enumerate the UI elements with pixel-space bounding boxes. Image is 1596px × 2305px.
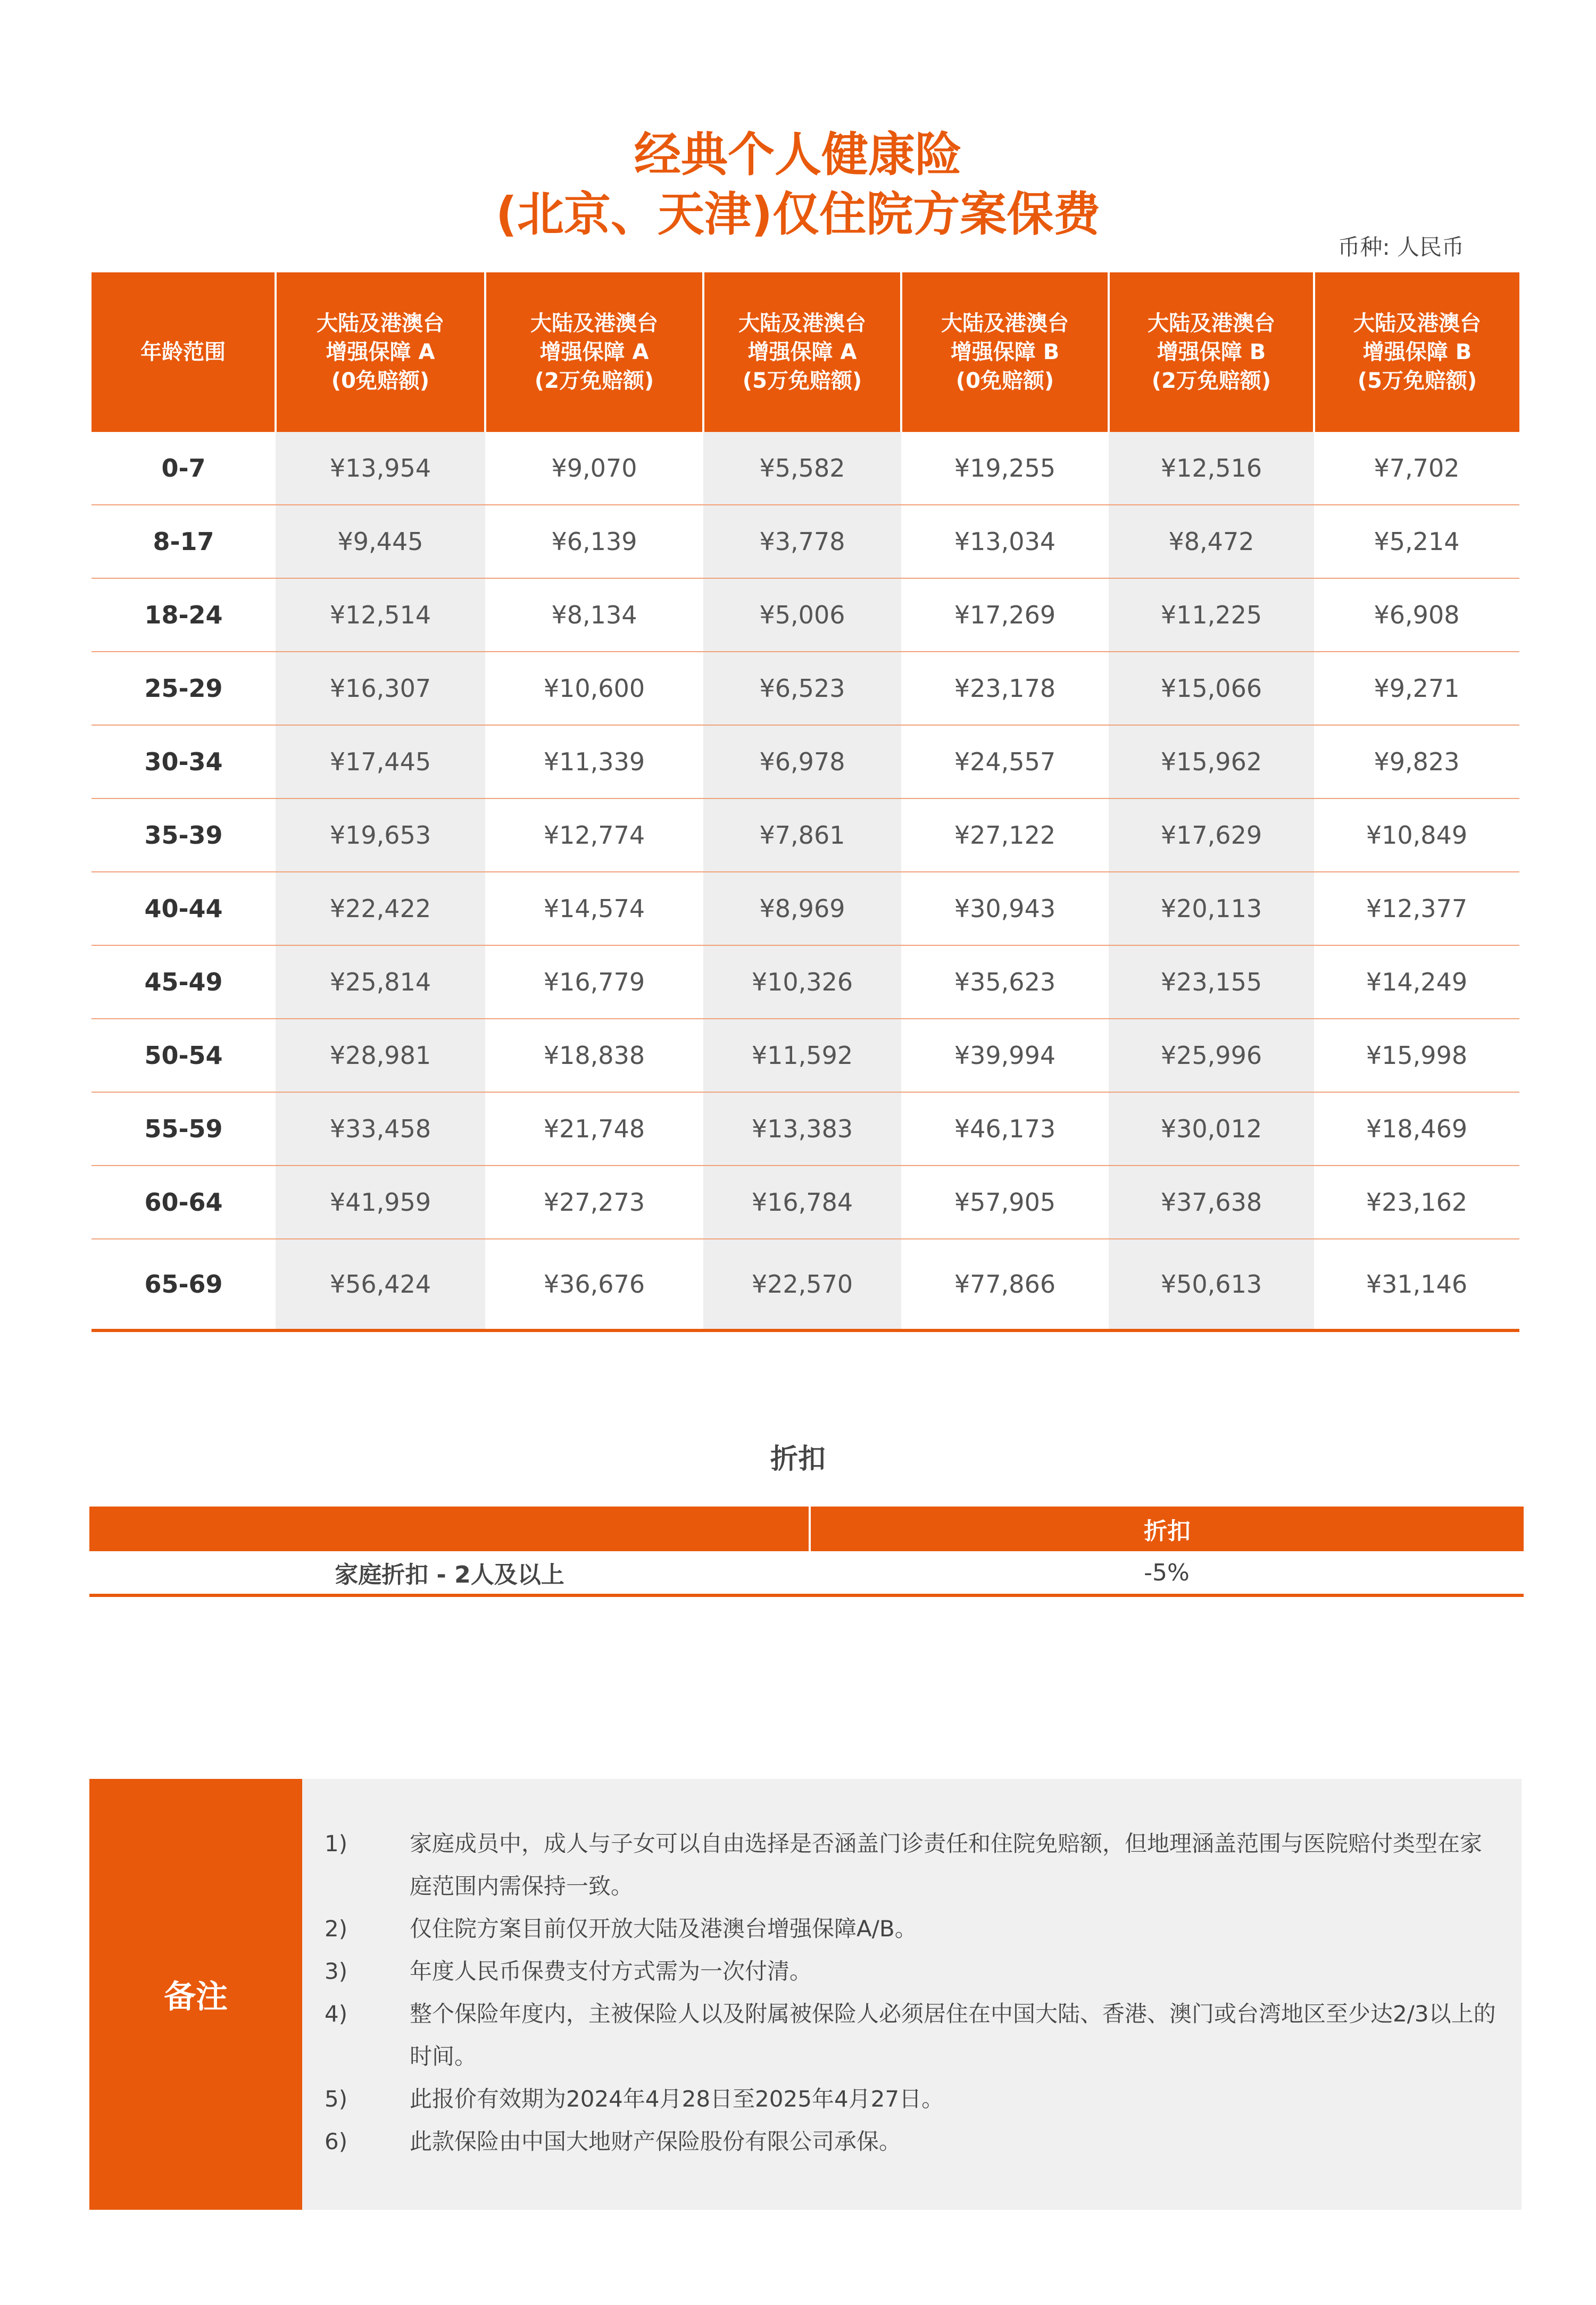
note-item [325, 2120, 1500, 2163]
note-number: 2) [325, 1916, 348, 1942]
premium-cell: ¥9,070 [485, 432, 703, 505]
note-text: 此款保险由中国大地财产保险股份有限公司承保。 [410, 2128, 902, 2154]
premium-cell: ¥11,225 [1109, 578, 1314, 652]
header-plan-6: 大陆及港澳台 增强保障 B (5万免赔额) [1314, 272, 1519, 432]
premium-cell: ¥5,006 [703, 578, 901, 652]
premium-cell: ¥12,377 [1314, 872, 1519, 945]
age-range-cell: 30-34 [92, 725, 276, 798]
note-text: 整个保险年度内，主被保险人以及附属被保险人必须居住在中国大陆、香港、澳门或台湾地区至少达2/3以上的时间。 [410, 2001, 1496, 2069]
table-row [92, 872, 1519, 945]
premium-cell: ¥13,954 [276, 432, 485, 505]
premium-cell: ¥9,823 [1314, 725, 1519, 798]
premium-cell: ¥20,113 [1109, 872, 1314, 945]
premium-cell: ¥5,582 [703, 432, 901, 505]
page-title [0, 125, 1596, 244]
premium-cell: ¥7,861 [703, 798, 901, 872]
premium-cell: ¥14,574 [485, 872, 703, 945]
premium-cell: ¥15,066 [1109, 652, 1314, 725]
premium-cell: ¥18,469 [1314, 1092, 1519, 1166]
discount-table-header [89, 1507, 1524, 1551]
premium-cell: ¥10,326 [703, 945, 901, 1019]
discount-row-value: -5% [810, 1551, 1524, 1595]
header-plan-1: 大陆及港澳台 增强保障 A (0免赔额) [276, 272, 485, 432]
premium-cell: ¥10,600 [485, 652, 703, 725]
note-item [325, 1823, 1500, 1908]
premium-cell: ¥23,178 [901, 652, 1109, 725]
header-age-range: 年龄范围 [92, 272, 276, 432]
note-text: 仅住院方案目前仅开放大陆及港澳台增强保障A/B。 [410, 1916, 917, 1942]
premium-cell: ¥12,516 [1109, 432, 1314, 505]
header-plan-3: 大陆及港澳台 增强保障 A (5万免赔额) [703, 272, 901, 432]
premium-cell: ¥19,653 [276, 798, 485, 872]
table-row [92, 1019, 1519, 1092]
note-number: 4) [325, 2001, 348, 2027]
table-row [92, 1239, 1519, 1330]
premium-cell: ¥24,557 [901, 725, 1109, 798]
note-number: 5) [325, 2086, 348, 2112]
discount-row [89, 1551, 1524, 1595]
note-item [325, 1950, 1500, 1993]
premium-cell: ¥10,849 [1314, 798, 1519, 872]
discount-heading: 折扣 [770, 1443, 826, 1475]
note-number: 6) [325, 2128, 348, 2154]
premium-cell: ¥25,996 [1109, 1019, 1314, 1092]
premium-cell: ¥46,173 [901, 1092, 1109, 1166]
premium-cell: ¥27,273 [485, 1166, 703, 1239]
table-row [92, 505, 1519, 578]
age-range-cell: 35-39 [92, 798, 276, 872]
premium-cell: ¥6,139 [485, 505, 703, 578]
note-text: 年度人民币保费支付方式需为一次付清。 [410, 1958, 812, 1984]
title-line-2: (北京、天津)仅住院方案保费 [495, 187, 1101, 242]
premium-cell: ¥9,445 [276, 505, 485, 578]
premium-cell: ¥28,981 [276, 1019, 485, 1092]
premium-cell: ¥17,629 [1109, 798, 1314, 872]
premium-cell: ¥33,458 [276, 1092, 485, 1166]
age-range-cell: 65-69 [92, 1239, 276, 1330]
premium-cell: ¥17,445 [276, 725, 485, 798]
discount-header-blank [89, 1507, 810, 1551]
premium-cell: ¥41,959 [276, 1166, 485, 1239]
age-range-cell: 50-54 [92, 1019, 276, 1092]
premium-cell: ¥8,472 [1109, 505, 1314, 578]
premium-cell: ¥57,905 [901, 1166, 1109, 1239]
title-line-1: 经典个人健康险 [634, 127, 962, 182]
table-row [92, 578, 1519, 652]
currency-label: 币种: 人民币 [1337, 234, 1464, 260]
premium-cell: ¥21,748 [485, 1092, 703, 1166]
premium-cell: ¥6,523 [703, 652, 901, 725]
notes-box [89, 1779, 1522, 2210]
premium-cell: ¥22,570 [703, 1239, 901, 1330]
note-text: 此报价有效期为2024年4月28日至2025年4月27日。 [410, 2086, 944, 2112]
age-range-cell: 60-64 [92, 1166, 276, 1239]
header-plan-2: 大陆及港澳台 增强保障 A (2万免赔额) [485, 272, 703, 432]
premium-cell: ¥36,676 [485, 1239, 703, 1330]
premium-cell: ¥9,271 [1314, 652, 1519, 725]
premium-cell: ¥18,838 [485, 1019, 703, 1092]
premium-cell: ¥35,623 [901, 945, 1109, 1019]
premium-cell: ¥11,339 [485, 725, 703, 798]
premium-cell: ¥50,613 [1109, 1239, 1314, 1330]
table-row [92, 725, 1519, 798]
discount-table [89, 1507, 1524, 1597]
age-range-cell: 18-24 [92, 578, 276, 652]
premium-cell: ¥14,249 [1314, 945, 1519, 1019]
age-range-cell: 8-17 [92, 505, 276, 578]
table-row [92, 1092, 1519, 1166]
age-range-cell: 40-44 [92, 872, 276, 945]
premium-cell: ¥16,307 [276, 652, 485, 725]
premium-cell: ¥13,034 [901, 505, 1109, 578]
premium-cell: ¥6,908 [1314, 578, 1519, 652]
premium-cell: ¥16,779 [485, 945, 703, 1019]
header-plan-4: 大陆及港澳台 增强保障 B (0免赔额) [901, 272, 1109, 432]
age-range-cell: 0-7 [92, 432, 276, 505]
age-range-cell: 25-29 [92, 652, 276, 725]
premium-cell: ¥25,814 [276, 945, 485, 1019]
premium-cell: ¥39,994 [901, 1019, 1109, 1092]
premium-cell: ¥30,012 [1109, 1092, 1314, 1166]
premium-cell: ¥16,784 [703, 1166, 901, 1239]
table-row [92, 652, 1519, 725]
age-range-cell: 55-59 [92, 1092, 276, 1166]
note-number: 1) [325, 1830, 348, 1857]
premium-cell: ¥22,422 [276, 872, 485, 945]
premium-cell: ¥11,592 [703, 1019, 901, 1092]
premium-cell: ¥19,255 [901, 432, 1109, 505]
table-row [92, 945, 1519, 1019]
header-plan-5: 大陆及港澳台 增强保障 B (2万免赔额) [1109, 272, 1314, 432]
premium-cell: ¥30,943 [901, 872, 1109, 945]
table-row [92, 432, 1519, 505]
discount-header: 折扣 [810, 1507, 1524, 1551]
premium-cell: ¥77,866 [901, 1239, 1109, 1330]
premium-cell: ¥56,424 [276, 1239, 485, 1330]
note-number: 3) [325, 1958, 348, 1984]
premium-cell: ¥31,146 [1314, 1239, 1519, 1330]
note-text: 家庭成员中，成人与子女可以自由选择是否涵盖门诊责任和住院免赔额，但地理涵盖范围与医院赔付类型在家庭范围内需保持一致。 [410, 1830, 1483, 1899]
premium-table-header [92, 272, 1519, 432]
note-item [325, 1908, 1500, 1950]
note-item [325, 1993, 1500, 2078]
premium-cell: ¥12,774 [485, 798, 703, 872]
premium-cell: ¥6,978 [703, 725, 901, 798]
premium-cell: ¥23,162 [1314, 1166, 1519, 1239]
premium-table [92, 272, 1519, 1332]
discount-row-label: 家庭折扣 - 2人及以上 [89, 1551, 810, 1595]
premium-cell: ¥3,778 [703, 505, 901, 578]
premium-cell: ¥5,214 [1314, 505, 1519, 578]
age-range-cell: 45-49 [92, 945, 276, 1019]
premium-cell: ¥7,702 [1314, 432, 1519, 505]
premium-cell: ¥37,638 [1109, 1166, 1314, 1239]
premium-cell: ¥23,155 [1109, 945, 1314, 1019]
notes-list [302, 1779, 1522, 2210]
premium-cell: ¥15,998 [1314, 1019, 1519, 1092]
premium-cell: ¥8,134 [485, 578, 703, 652]
notes-label: 备注 [89, 1779, 302, 2210]
premium-cell: ¥27,122 [901, 798, 1109, 872]
premium-cell: ¥12,514 [276, 578, 485, 652]
premium-table-body [92, 432, 1519, 1330]
premium-cell: ¥17,269 [901, 578, 1109, 652]
premium-cell: ¥8,969 [703, 872, 901, 945]
table-row [92, 1166, 1519, 1239]
premium-cell: ¥15,962 [1109, 725, 1314, 798]
table-row [92, 798, 1519, 872]
note-item [325, 2078, 1500, 2120]
premium-cell: ¥13,383 [703, 1092, 901, 1166]
